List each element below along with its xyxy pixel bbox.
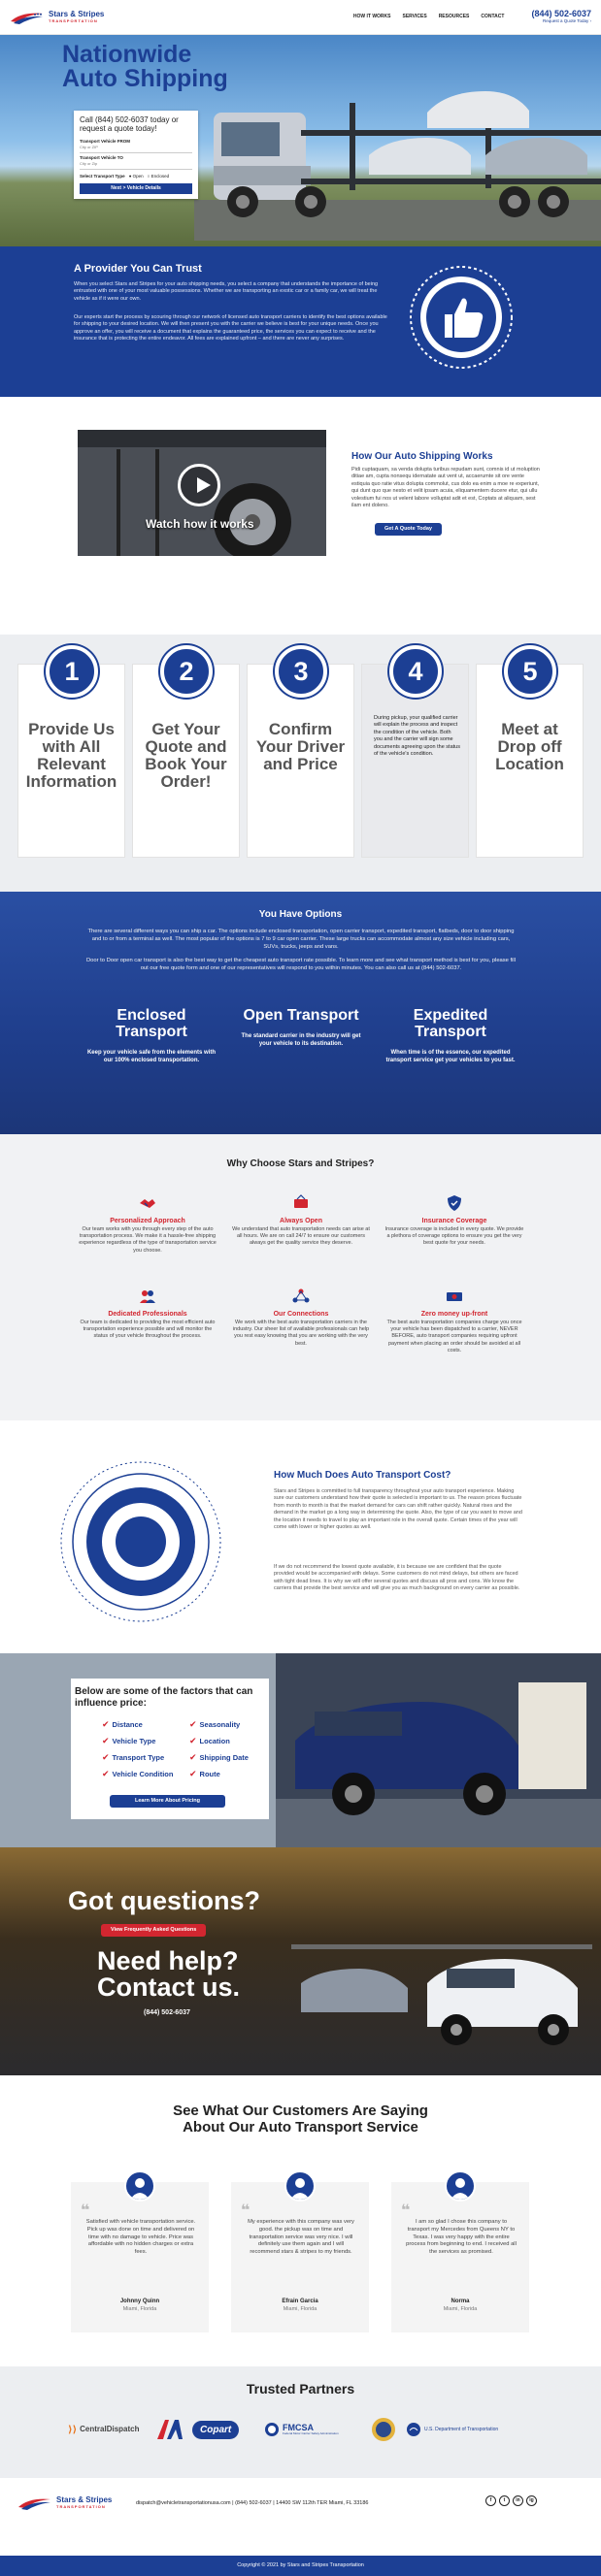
header-phone[interactable]: (844) 502-6037 [531, 9, 591, 19]
partner-iaa-logo[interactable] [157, 2417, 183, 2442]
footer-contact-line[interactable]: dispatch@vehicletransportationusa.com | (844) 502-6037 | 14400 SW 112th TER Miami, FL 33186 [136, 2500, 369, 2506]
step-card-5[interactable] [476, 657, 584, 858]
how-text: Pidi cuptaquam, sa venda dolupta turibus repudam sunt, comnis id ut moluption ditiae am, cupta nonsequ idernatate aut vent ut, accaerumte sit ore vente estiquia quo ratie vitus dolupta commolut, cus dolo ea enim a moe re experiunt, qui dunt quo que nesto et velit ipsam acuia, eliquamentem ducere etur, qui ullu volestium fui nos ut velent labore volluptat adit et est, Coptats at aliquam, sest ilam ent doleno. [351, 467, 540, 509]
centraldispatch-mark-icon: ⟩⟩ [68, 2424, 78, 2435]
thumbs-up-badge-icon [408, 264, 515, 371]
flag-swoosh-icon [17, 2495, 52, 2511]
factor-item [102, 1719, 143, 1731]
feature-connections [231, 1288, 371, 1348]
radio-open[interactable]: ● Open [128, 174, 144, 179]
hero-section [0, 35, 601, 246]
footer-brand-sub: TRANSPORTATION [56, 2504, 106, 2510]
feature-desc: We understand that auto transportation needs can arise at all hours. We are on call 24/7 to ensure our customers always get the quality service they deserve. [232, 1226, 370, 1247]
testimonial-text: Satisfied with vehicle transportation service. Pick up was done on time and delivered on time with no damage to vehicle. Price was affordable with no hidden charges or extra fees. [85, 2219, 196, 2256]
brand-sub: TRANSPORTATION [49, 17, 98, 23]
testimonial-text: I am so glad I chose this company to transport my Mercedes from Queens NY to Texas. I was very happy with the entire process from beginning to end. I received all the services as promised. [406, 2219, 517, 2256]
factor-item [189, 1736, 230, 1747]
provider-paragraph-2: Our experts start the process by scouring through our network of licensed auto transport carriers to identify the best options available for shipping to your desired location. We will then present you with the carrier we believe is best for your unique needs. Once you approve an offer, you will receive a document that explains the guaranteed price, the services you can expect to receive and the insurance that is protecting the entire endeavor. All fees are explained upfront – and there are never any surprises. [74, 314, 387, 342]
need-help-line: Need help? [97, 1946, 239, 1975]
partner-name: FMCSA [283, 2422, 314, 2432]
avatar-icon [284, 2170, 316, 2201]
partner-copart-logo[interactable] [192, 2417, 239, 2442]
network-icon [292, 1288, 310, 1305]
step-number: 5 [504, 645, 556, 698]
step-number: 4 [389, 645, 442, 698]
options-section [0, 892, 601, 1134]
quote-mark-icon: ❝ [241, 2202, 250, 2219]
contact-us-line: Contact us. [97, 1973, 241, 2002]
footer-brand-logo[interactable] [17, 2495, 112, 2511]
feature-personalized [78, 1194, 217, 1255]
cost-paragraph-2: If we do not recommend the lowest quote available, it is because we are confident that the quote provided would be accompanied with delays. Some customers do not mind delays, but others are faced with tight dead lines. It is why we will offer several quotes and discuss all pros and cons. We know the carriers that provide the best service and will give you as much background on every carrier as possible. [274, 1564, 520, 1592]
option-desc: Keep your vehicle safe from the elements with our 100% enclosed transportation. [86, 1049, 217, 1063]
options-paragraph-1: There are several different ways you can ship a car. The options include enclosed transportation, open carrier transport, expedited transport, flatbeds, door to door shipping and to or from a terminal as well. The most popular of the options is 7 to 9 car open carrier. These large trucks can accommodate almost any size vehicle including cars, SUVs, trucks, jeeps and vans. [87, 929, 515, 950]
gold-seal-icon [371, 2417, 396, 2442]
testimonial-name: Efrain Garcia [282, 2299, 318, 2304]
factor-item [189, 1769, 220, 1780]
hero-title-line-1: Nationwide [62, 41, 192, 68]
check-icon: ✔ [102, 1752, 110, 1762]
check-icon: ✔ [102, 1719, 110, 1729]
feature-title: Dedicated Professionals [108, 1311, 187, 1319]
feature-zero-money [384, 1288, 524, 1354]
option-open[interactable] [235, 1008, 367, 1048]
feature-desc: Insurance coverage is included in every quote. We provide a plethora of coverage options to ensure you get the very best quote for your needs. [384, 1226, 524, 1247]
from-field[interactable] [80, 137, 192, 153]
factors-title: Below are some of the factors that can influence price: [75, 1686, 253, 1709]
facebook-icon[interactable]: f [485, 2495, 496, 2506]
step-card-4[interactable] [361, 657, 469, 858]
cta-phone[interactable]: (844) 502-6037 [144, 2009, 190, 2016]
step-text: Provide Us with All Relevant Information [25, 720, 117, 791]
factor-label: Transport Type [112, 1753, 165, 1762]
option-expedited[interactable] [384, 1008, 517, 1064]
feature-desc: Our team works with you through every step of the auto transportation process. We make it a hassle-free shipping experience regardless of the type of transportation service you choose. [79, 1226, 217, 1254]
feature-desc: We work with the best auto transportation carriers in the industry. Our sheer list of available professionals can help you rest easy knowing that you are working with the very best. [232, 1320, 370, 1347]
factors-section [0, 1653, 601, 1847]
transport-type-label: Select Transport Type [80, 174, 125, 179]
nav-resources[interactable]: RESOURCES [438, 14, 470, 20]
feature-insurance [384, 1194, 524, 1248]
need-help-heading [97, 1948, 240, 2001]
factor-item [102, 1736, 155, 1747]
target-graphic-icon [58, 1459, 223, 1624]
step-text: Get Your Quote and Book Your Order! [145, 720, 227, 791]
fmcsa-text [283, 2424, 339, 2436]
flag-swoosh-icon [10, 10, 45, 25]
feature-title: Personalized Approach [110, 1218, 185, 1225]
from-label: Transport Vehicle FROM [80, 139, 131, 145]
brand-name: Stars & Stripes [49, 9, 105, 18]
money-icon [446, 1288, 463, 1305]
usdot-seal-icon [406, 2422, 421, 2437]
factor-label: Vehicle Type [112, 1737, 156, 1745]
quote-mark-icon: ❝ [401, 2202, 411, 2219]
factors-box [71, 1679, 269, 1819]
got-questions-heading: Got questions? [68, 1886, 260, 1915]
feature-title: Always Open [280, 1218, 322, 1225]
linkedin-icon[interactable]: in [513, 2495, 523, 2506]
factor-label: Seasonality [199, 1720, 241, 1729]
option-title: Expedited Transport [413, 1007, 488, 1040]
option-desc: When time is of the essence, our expedited transport service get your vehicles to you fast. [385, 1049, 516, 1063]
factor-label: Location [199, 1737, 230, 1745]
feature-title: Insurance Coverage [421, 1218, 487, 1225]
open-sign-icon [292, 1194, 310, 1212]
partner-name: U.S. Department of Transportation [424, 2426, 499, 2432]
car-loading-photo [276, 1653, 601, 1847]
people-icon [139, 1288, 156, 1305]
feature-title: Our Connections [273, 1311, 329, 1319]
hero-title-line-2: Auto Shipping [62, 64, 228, 92]
quote-form [74, 111, 198, 199]
partner-fmcsa-logo[interactable] [264, 2417, 339, 2442]
option-title: Enclosed Transport [116, 1007, 187, 1040]
factor-item [102, 1769, 173, 1780]
steps-section [0, 635, 601, 892]
fmcsa-seal-icon [264, 2422, 280, 2437]
avatar-icon [124, 2170, 155, 2201]
check-icon: ✔ [102, 1736, 110, 1745]
step-text: Meet at Drop off Location [495, 720, 564, 773]
learn-pricing-button[interactable]: Learn More About Pricing [110, 1795, 225, 1808]
testimonials-title-line-2: About Our Auto Transport Service [183, 2119, 418, 2136]
quote-mark-icon: ❝ [81, 2202, 90, 2219]
iaa-logo-icon [157, 2420, 183, 2439]
cost-paragraph-1: Stars and Stripes is committed to full transparency throughout your auto transport experience. Making sure our customers understand how their quote is selected is important to us. The reason prices fluctuate from month to month is that the market demand for cars can shift rather quickly. Natural rises and the demand in the market go a long way in determining the quote. Also, the type of car you want to move and the location it needs to travel to play an important role in the overall quote. Certain times of the year will come with lower or higher quotes as well. [274, 1488, 522, 1531]
site-footer [0, 2478, 601, 2556]
header-phone-block [531, 10, 591, 24]
feature-desc: The best auto transportation companies charge you once your vehicle has been dispatched to a carrier, NEVER BEFORE, auto transport companies requiring upfront payment when placing an order should be avoided at all costs. [386, 1320, 522, 1353]
nav-contact[interactable]: CONTACT [481, 14, 505, 20]
feature-dedicated [78, 1288, 217, 1341]
footer-brand-name: Stars & Stripes [56, 2495, 113, 2505]
partner-seal-logo[interactable] [371, 2417, 396, 2442]
provider-paragraph-1: When you select Stars and Stripes for your auto shipping needs, you select a company that understands the importance of being entrusted with one of your most valuable possessions. Whether we are transporting an exotic car or a family car, we will treat the vehicle as if it were our own. [74, 281, 379, 302]
testimonial-name: Johnny Quinn [119, 2299, 160, 2304]
step-card-1[interactable] [17, 657, 125, 858]
from-input[interactable]: City or ZIP [80, 145, 98, 150]
header-quote-link[interactable]: Request a Quote Today › [543, 18, 591, 24]
testimonial-location: Miami, Florida [122, 2306, 157, 2312]
cost-title: How Much Does Auto Transport Cost? [274, 1470, 451, 1481]
handshake-icon [139, 1194, 156, 1212]
factor-item [189, 1719, 240, 1731]
copyright-text: Copyright © 2021 by Stars and Stripes Transportation [237, 2562, 364, 2568]
factor-label: Distance [112, 1720, 143, 1729]
video-label: Watch how it works [146, 517, 254, 531]
car-carrier-truck-image [194, 74, 601, 241]
testimonial-card [71, 2182, 209, 2332]
check-icon: ✔ [189, 1736, 197, 1745]
check-icon: ✔ [102, 1769, 110, 1778]
factor-label: Shipping Date [199, 1753, 249, 1762]
car-carrier-photo [291, 1915, 592, 2061]
partner-usdot-logo[interactable] [406, 2417, 498, 2442]
factor-item [189, 1752, 249, 1764]
radio-open-label: Open [132, 174, 144, 179]
twitter-icon[interactable]: t [499, 2495, 510, 2506]
partners-section [0, 2366, 601, 2478]
avatar-icon [445, 2170, 476, 2201]
next-vehicle-details-button[interactable]: Next > Vehicle Details [80, 183, 192, 194]
check-icon: ✔ [189, 1769, 197, 1778]
step-number: 1 [46, 645, 98, 698]
step-number: 3 [275, 645, 327, 698]
brand-logo[interactable] [10, 10, 104, 25]
factor-label: Vehicle Condition [112, 1770, 174, 1778]
get-quote-button[interactable]: Get A Quote Today [375, 523, 442, 536]
option-enclosed[interactable] [85, 1008, 217, 1064]
why-choose-section [0, 1134, 601, 1420]
instagram-icon[interactable]: ig [526, 2495, 537, 2506]
option-title: Open Transport [243, 1007, 359, 1024]
options-title: You Have Options [258, 909, 343, 920]
radio-enclosed-label: Enclosed [150, 174, 170, 179]
option-desc: The standard carrier in the industry will get your vehicle to its destination. [241, 1032, 361, 1047]
feature-title: Zero money up-front [420, 1311, 488, 1319]
factor-label: Route [199, 1770, 220, 1778]
step-card-3[interactable] [247, 657, 354, 858]
to-field[interactable] [80, 153, 192, 170]
why-title: Why Choose Stars and Stripes? [226, 1158, 375, 1169]
feature-desc: Our team is dedicated to providing the most efficient auto transportation experience possible and will monitor the status of your vehicle throughout the process. [80, 1320, 216, 1340]
feature-always-open [231, 1194, 371, 1248]
testimonial-location: Miami, Florida [443, 2306, 478, 2312]
factor-item [102, 1752, 164, 1764]
play-button[interactable] [178, 464, 220, 506]
nav-how-it-works[interactable]: HOW IT WORKS [352, 14, 391, 20]
check-icon: ✔ [189, 1752, 197, 1762]
testimonial-name: Norma [451, 2299, 470, 2304]
partners-title: Trusted Partners [246, 2381, 355, 2397]
radio-enclosed[interactable]: ○ Enclosed [147, 174, 170, 179]
testimonials-section [0, 2075, 601, 2366]
cost-section [0, 1420, 601, 1653]
contact-cta-section [0, 1847, 601, 2075]
site-header [0, 0, 601, 35]
step-text: Confirm Your Driver and Price [255, 720, 346, 773]
fmcsa-sub: Federal Motor Carrier Safety Administration [283, 2430, 339, 2435]
nav-services[interactable]: SERVICES [402, 14, 427, 20]
provider-section [0, 246, 601, 397]
video-player[interactable] [78, 430, 326, 556]
testimonial-text: My experience with this company was very good. the pickup was on time and transportation service was very nice. I will definitely use them again and I will recommend stars & stripes to my friends. [248, 2219, 354, 2256]
main-nav [353, 14, 505, 20]
quote-form-title: Call (844) 502-6037 today or request a quote today! [80, 115, 179, 134]
testimonials-title-line-1: See What Our Customers Are Saying [173, 2103, 428, 2119]
check-icon: ✔ [189, 1719, 197, 1729]
partner-name: Copart [192, 2421, 239, 2439]
partner-centraldispatch-logo[interactable] [68, 2417, 140, 2442]
provider-title: A Provider You Can Trust [74, 263, 202, 275]
hero-title [62, 43, 228, 90]
testimonials-title [0, 2103, 601, 2136]
social-links [485, 2495, 537, 2506]
step-number: 2 [160, 645, 213, 698]
transport-type-selector [80, 170, 192, 183]
testimonial-card [391, 2182, 529, 2332]
testimonial-location: Miami, Florida [283, 2306, 317, 2312]
step-text: During pickup, your qualified carrier will explain the process and inspect the condition of the vehicle. Both you and the carrier will sign some documents agreeing upon the status of the vehicle's condition. [374, 715, 460, 758]
how-it-works-section [0, 397, 601, 635]
faq-button[interactable]: View Frequently Asked Questions [101, 1924, 206, 1937]
to-label: Transport Vehicle TO [80, 155, 123, 161]
shield-icon [446, 1194, 463, 1212]
testimonial-card [231, 2182, 369, 2332]
to-input[interactable]: City or Zip [80, 161, 98, 167]
step-card-2[interactable] [132, 657, 240, 858]
how-title: How Our Auto Shipping Works [351, 451, 493, 462]
partner-name: CentralDispatch [80, 2424, 140, 2433]
copyright-bar [0, 2556, 601, 2576]
options-paragraph-2: Door to Door open car transport is also the best way to get the cheapest auto transport rate possible. To learn more and see what transport method is best for you, please fill out our free quote form and one of our representatives will respond to you within minutes. You can also call us at (844) 502-6037. [86, 958, 516, 971]
